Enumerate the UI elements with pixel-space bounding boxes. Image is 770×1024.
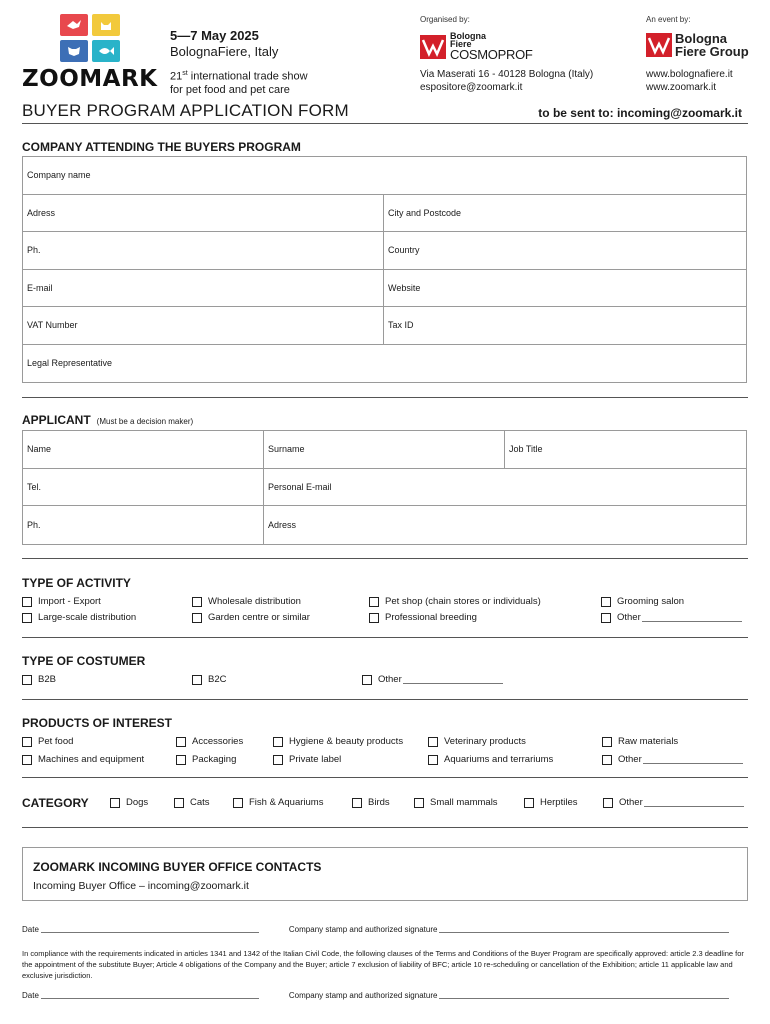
checkbox-icon[interactable] (414, 798, 424, 808)
applicant-phone-field[interactable]: Ph. (23, 506, 264, 544)
product-checkbox[interactable] (428, 754, 553, 765)
option-label: Raw materials (618, 736, 679, 747)
option-label: Cats (190, 797, 210, 808)
form-row (23, 431, 746, 469)
date-field[interactable] (41, 998, 259, 999)
checkbox-icon[interactable] (110, 798, 120, 808)
group-mark-icon (646, 33, 672, 57)
checkbox-icon[interactable] (428, 755, 438, 765)
checkbox-icon[interactable] (192, 597, 202, 607)
checkbox-icon[interactable] (233, 798, 243, 808)
stamp-label: Company stamp and authorized signature (288, 991, 438, 1000)
job-title-field[interactable]: Job Title (509, 444, 543, 455)
fish-icon (92, 40, 120, 62)
edition-text-2: for pet food and pet care (170, 83, 290, 96)
group-name (675, 32, 749, 58)
checkbox-icon[interactable] (362, 675, 372, 685)
other-fill-line[interactable] (644, 806, 744, 807)
applicant-tel-field[interactable]: Tel. (23, 469, 264, 506)
option-label: Veterinary products (444, 736, 526, 747)
website-link-2[interactable]: www.zoomark.it (646, 82, 717, 93)
bird-icon (60, 14, 88, 36)
legal-representative-field[interactable]: Legal Representative (27, 358, 113, 369)
option-label: Wholesale distribution (208, 596, 301, 607)
option-label: Machines and equipment (38, 754, 145, 765)
checkbox-icon[interactable] (273, 755, 283, 765)
checkbox-icon[interactable] (174, 798, 184, 808)
checkbox-icon[interactable] (524, 798, 534, 808)
website-field[interactable]: Website (388, 282, 421, 293)
category-checkbox[interactable] (110, 797, 148, 808)
option-label: B2C (208, 674, 227, 685)
organised-by-label: Organised by: (420, 15, 470, 24)
send-to-email: to be sent to: incoming@zoomark.it (538, 106, 742, 120)
option-label: Aquariums and terrariums (444, 754, 554, 765)
company-phone-field[interactable]: Ph. (23, 232, 384, 269)
organiser-line-2: Fiere (450, 39, 472, 49)
option-label: Private label (289, 754, 342, 765)
option-label: Other (619, 797, 643, 808)
option-label: Professional breeding (385, 612, 477, 623)
zoomark-logo-mark (60, 14, 120, 62)
event-by-label: An event by: (646, 15, 691, 24)
category-checkbox[interactable] (174, 797, 210, 808)
vat-number-field[interactable]: VAT Number (23, 307, 384, 344)
applicant-name-field[interactable]: Name (23, 431, 264, 468)
customer-checkbox[interactable] (192, 674, 226, 685)
option-label: Grooming salon (617, 596, 685, 607)
customer-checkbox[interactable] (362, 674, 503, 685)
form-row (23, 270, 746, 308)
products-section-title: PRODUCTS OF INTEREST (22, 716, 173, 730)
checkbox-icon[interactable] (369, 613, 379, 623)
option-label: Accessories (192, 736, 244, 747)
stamp-label: Company stamp and authorized signature (288, 925, 438, 934)
date-label: Date (22, 925, 39, 934)
checkbox-icon[interactable] (22, 755, 32, 765)
option-label: B2B (38, 674, 56, 685)
category-checkbox[interactable] (414, 797, 498, 808)
checkbox-icon[interactable] (192, 613, 202, 623)
group-line-2: Fiere Group (675, 44, 749, 59)
divider (22, 699, 748, 700)
option-label: Pet food (38, 736, 74, 747)
category-section-title: CATEGORY (22, 796, 89, 810)
contacts-box (22, 847, 748, 901)
event-edition (170, 67, 308, 97)
form-title: BUYER PROGRAM APPLICATION FORM (22, 101, 349, 120)
option-label: Dogs (126, 797, 149, 808)
signature-row-2 (22, 991, 748, 1000)
edition-suffix: st (182, 70, 188, 77)
option-label: Packaging (192, 754, 237, 765)
form-row (23, 157, 746, 195)
websites (646, 68, 733, 94)
divider (22, 637, 748, 638)
option-label: Garden centre or similar (208, 612, 310, 623)
signature-field[interactable] (439, 932, 729, 933)
product-checkbox[interactable] (22, 754, 144, 765)
organiser-line-1: Bologna (450, 31, 486, 41)
divider (22, 827, 748, 828)
edition-text: international trade show (187, 70, 308, 83)
option-label: Pet shop (chain stores or individuals) (385, 596, 541, 607)
company-address-field[interactable]: Adress (23, 195, 384, 232)
product-checkbox[interactable] (428, 736, 526, 747)
country-field[interactable]: Country (388, 245, 420, 256)
checkbox-icon[interactable] (369, 597, 379, 607)
edition-number: 21 (170, 70, 183, 83)
checkbox-icon[interactable] (602, 737, 612, 747)
checkbox-icon[interactable] (22, 613, 32, 623)
option-label: Other (378, 674, 402, 685)
divider (22, 123, 748, 124)
form-row (23, 506, 746, 544)
signature-row (22, 925, 748, 934)
product-checkbox[interactable] (602, 736, 678, 747)
category-checkbox[interactable] (524, 797, 578, 808)
checkbox-icon[interactable] (192, 675, 202, 685)
company-name-field[interactable]: Company name (27, 170, 91, 181)
product-checkbox[interactable] (176, 736, 243, 747)
activity-checkbox[interactable] (192, 596, 301, 607)
activity-checkbox[interactable] (192, 612, 310, 623)
product-checkbox[interactable] (273, 754, 341, 765)
form-row (23, 232, 746, 270)
checkbox-icon[interactable] (603, 798, 613, 808)
divider (22, 777, 748, 778)
personal-email-field[interactable]: Personal E-mail (268, 481, 332, 492)
activity-checkbox[interactable] (601, 596, 684, 607)
option-label: Other (618, 754, 642, 765)
option-label: Birds (368, 797, 390, 808)
organiser-name (450, 32, 533, 61)
company-section-title: COMPANY ATTENDING THE BUYERS PROGRAM (22, 140, 301, 154)
checkbox-icon[interactable] (176, 737, 186, 747)
option-label: Large-scale distribution (38, 612, 137, 623)
activity-checkbox[interactable] (22, 596, 101, 607)
checkbox-icon[interactable] (602, 755, 612, 765)
category-checkbox[interactable] (352, 797, 390, 808)
applicant-title: APPLICANT (22, 413, 91, 427)
product-checkbox[interactable] (273, 736, 403, 747)
activity-section-title: TYPE OF ACTIVITY (22, 576, 131, 590)
option-label: Fish & Aquariums (249, 797, 324, 808)
company-form-table (22, 156, 747, 383)
applicant-surname-field[interactable]: Surname (264, 431, 505, 468)
applicant-section-title (22, 413, 193, 427)
product-checkbox[interactable] (22, 736, 73, 747)
checkbox-icon[interactable] (352, 798, 362, 808)
organiser-mark-icon (420, 35, 446, 59)
checkbox-icon[interactable] (601, 597, 611, 607)
address-text: Via Maserati 16 - 40128 Bologna (Italy) (420, 69, 594, 80)
other-fill-line[interactable] (403, 683, 503, 684)
applicant-address-field[interactable]: Adress (268, 519, 297, 530)
checkbox-icon[interactable] (601, 613, 611, 623)
event-venue: BolognaFiere, Italy (170, 44, 279, 59)
group-logo (646, 32, 749, 58)
activity-checkbox[interactable] (369, 612, 477, 623)
other-fill-line[interactable] (642, 621, 742, 622)
option-label: Other (617, 612, 641, 623)
tax-id-field[interactable]: Tax ID (388, 320, 414, 331)
activity-checkbox[interactable] (22, 612, 136, 623)
option-label: Import - Export (38, 596, 101, 607)
group-line-1: Bologna (675, 31, 727, 46)
form-row (23, 345, 746, 383)
checkbox-icon[interactable] (22, 597, 32, 607)
customer-section-title: TYPE OF COSTUMER (22, 654, 146, 668)
brand-name: ZOOMARK (22, 66, 158, 92)
applicant-form-table (22, 430, 747, 545)
checkbox-icon[interactable] (22, 675, 32, 685)
organiser-address (420, 68, 593, 94)
option-label: Small mammals (430, 797, 498, 808)
website-link-1[interactable]: www.bolognafiere.it (646, 69, 733, 80)
form-row (23, 469, 746, 507)
category-checkbox[interactable] (603, 797, 744, 808)
product-checkbox[interactable] (176, 754, 236, 765)
city-postcode-field[interactable]: City and Postcode (388, 207, 462, 218)
option-label: Herptiles (540, 797, 578, 808)
event-dates: 5—7 May 2025 (170, 28, 259, 43)
other-fill-line[interactable] (643, 763, 743, 764)
divider (22, 397, 748, 398)
dog-icon (60, 40, 88, 62)
date-label: Date (22, 991, 39, 1000)
checkbox-icon[interactable] (273, 737, 283, 747)
checkbox-icon[interactable] (176, 755, 186, 765)
contacts-title: ZOOMARK INCOMING BUYER OFFICE CONTACTS (33, 860, 322, 874)
divider (22, 558, 748, 559)
organiser-logo (420, 32, 533, 61)
organiser-email-link[interactable]: espositore@zoomark.it (420, 82, 523, 93)
organiser-line-3: COSMOPROF (450, 47, 533, 62)
compliance-text: In compliance with the requirements indicated in articles 1341 and 1342 of the Italian Civil Code, the following clauses of the Terms and Conditions of the Buyer Program are specifically approved: article 2.3 deadline for the appointment of the substitute Buyer; Article 4 obligations of the Company and the Buyer; article 7 exclusion of liability of BFC; article 10 re-scheduling or cancellation of the Exhibition; article 11 applicable law and exclusive jurisdiction. (22, 949, 744, 980)
product-checkbox[interactable] (602, 754, 743, 765)
form-row (23, 307, 746, 345)
option-label: Hygiene & beauty products (289, 736, 404, 747)
signature-field[interactable] (439, 998, 729, 999)
contacts-line: Incoming Buyer Office – incoming@zoomark.it (33, 880, 249, 892)
activity-checkbox[interactable] (369, 596, 541, 607)
applicant-note: (Must be a decision maker) (96, 417, 194, 426)
customer-checkbox[interactable] (22, 674, 56, 685)
checkbox-icon[interactable] (22, 737, 32, 747)
category-checkbox[interactable] (233, 797, 323, 808)
activity-checkbox[interactable] (601, 612, 742, 623)
cat-icon (92, 14, 120, 36)
date-field[interactable] (41, 932, 259, 933)
checkbox-icon[interactable] (428, 737, 438, 747)
company-email-field[interactable]: E-mail (23, 270, 384, 307)
form-row (23, 195, 746, 233)
